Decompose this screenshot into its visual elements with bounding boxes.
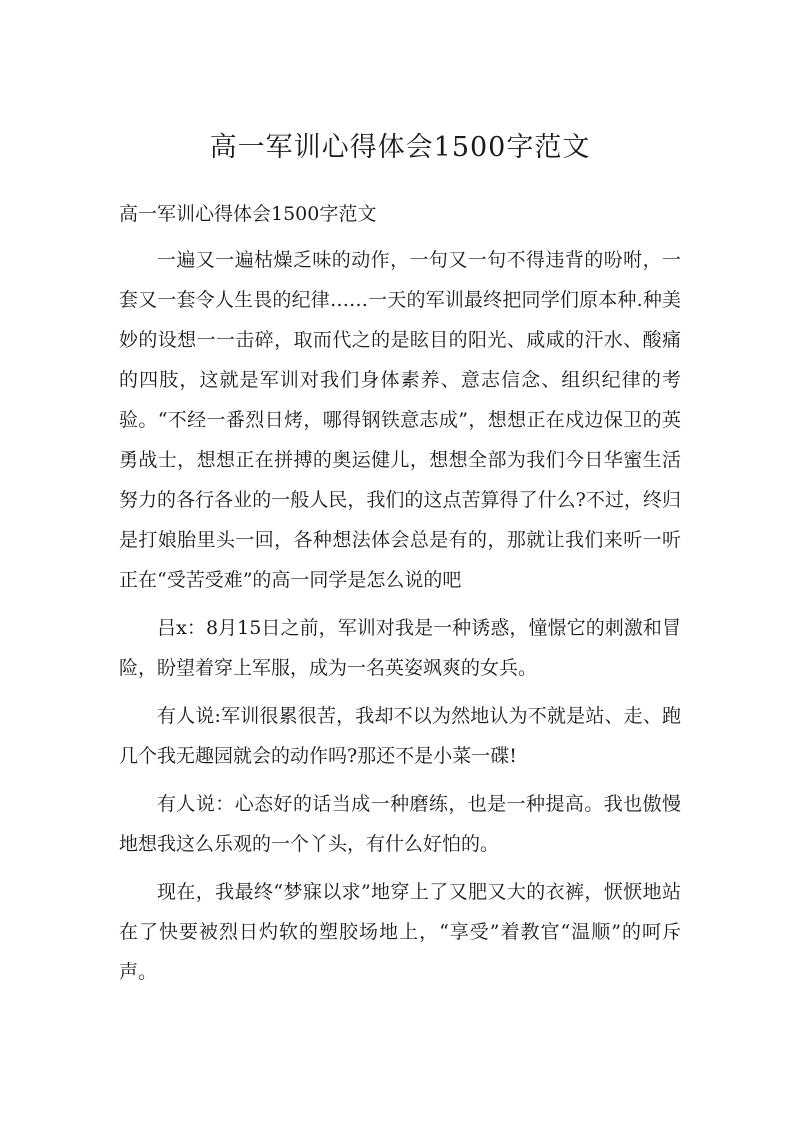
- paragraph-4: 有人说：心态好的话当成一种磨练，也是一种提高。我也傲慢地想我这么乐观的一个丫头，有什么好怕的。: [119, 793, 681, 855]
- paragraph-5: 现在，我最终“梦寐以求”地穿上了又肥又大的衣裤，恹恹地站在了快要被烈日灼软的塑胶场地上，“享受”着教官“温顺”的呵斥声。: [119, 881, 681, 983]
- paragraph-1: 一遍又一遍枯燥乏味的动作，一句又一句不得违背的吩咐，一套又一套令人生畏的纪律……一天的军训最终把同学们原本种.种美妙的设想一一击碎，取而代之的是眩目的阳光、咸咸的汗水、酸痛的四肢，这就是军训对我们身体素养、意志信念、组织纪律的考验。“不经一番烈日烤，哪得钢铁意志成”，想想正在戍边保卫的英勇战士，想想正在拼搏的奥运健儿，想想全部为我们今日华蜜生活努力的各行各业的一般人民，我们的这点苦算得了什么?不过，终归是打娘胎里头一回，各种想法体会总是有的，那就让我们来听一听正在“受苦受难”的高一同学是怎么说的吧: [119, 249, 681, 591]
- document-title: 高一军训心得体会1500字范文: [209, 132, 591, 163]
- document-subtitle: 高一军训心得体会1500字范文: [119, 203, 377, 225]
- paragraph-2: 吕x：8月15日之前，军训对我是一种诱惑，憧憬它的刺激和冒险，盼望着穿上军服，成为一名英姿飒爽的女兵。: [119, 617, 681, 679]
- document-body: [119, 196, 681, 1000]
- paragraph-3: 有人说:军训很累很苦，我却不以为然地认为不就是站、走、跑几个我无趣园就会的动作吗?那还不是小菜一碟!: [119, 705, 681, 767]
